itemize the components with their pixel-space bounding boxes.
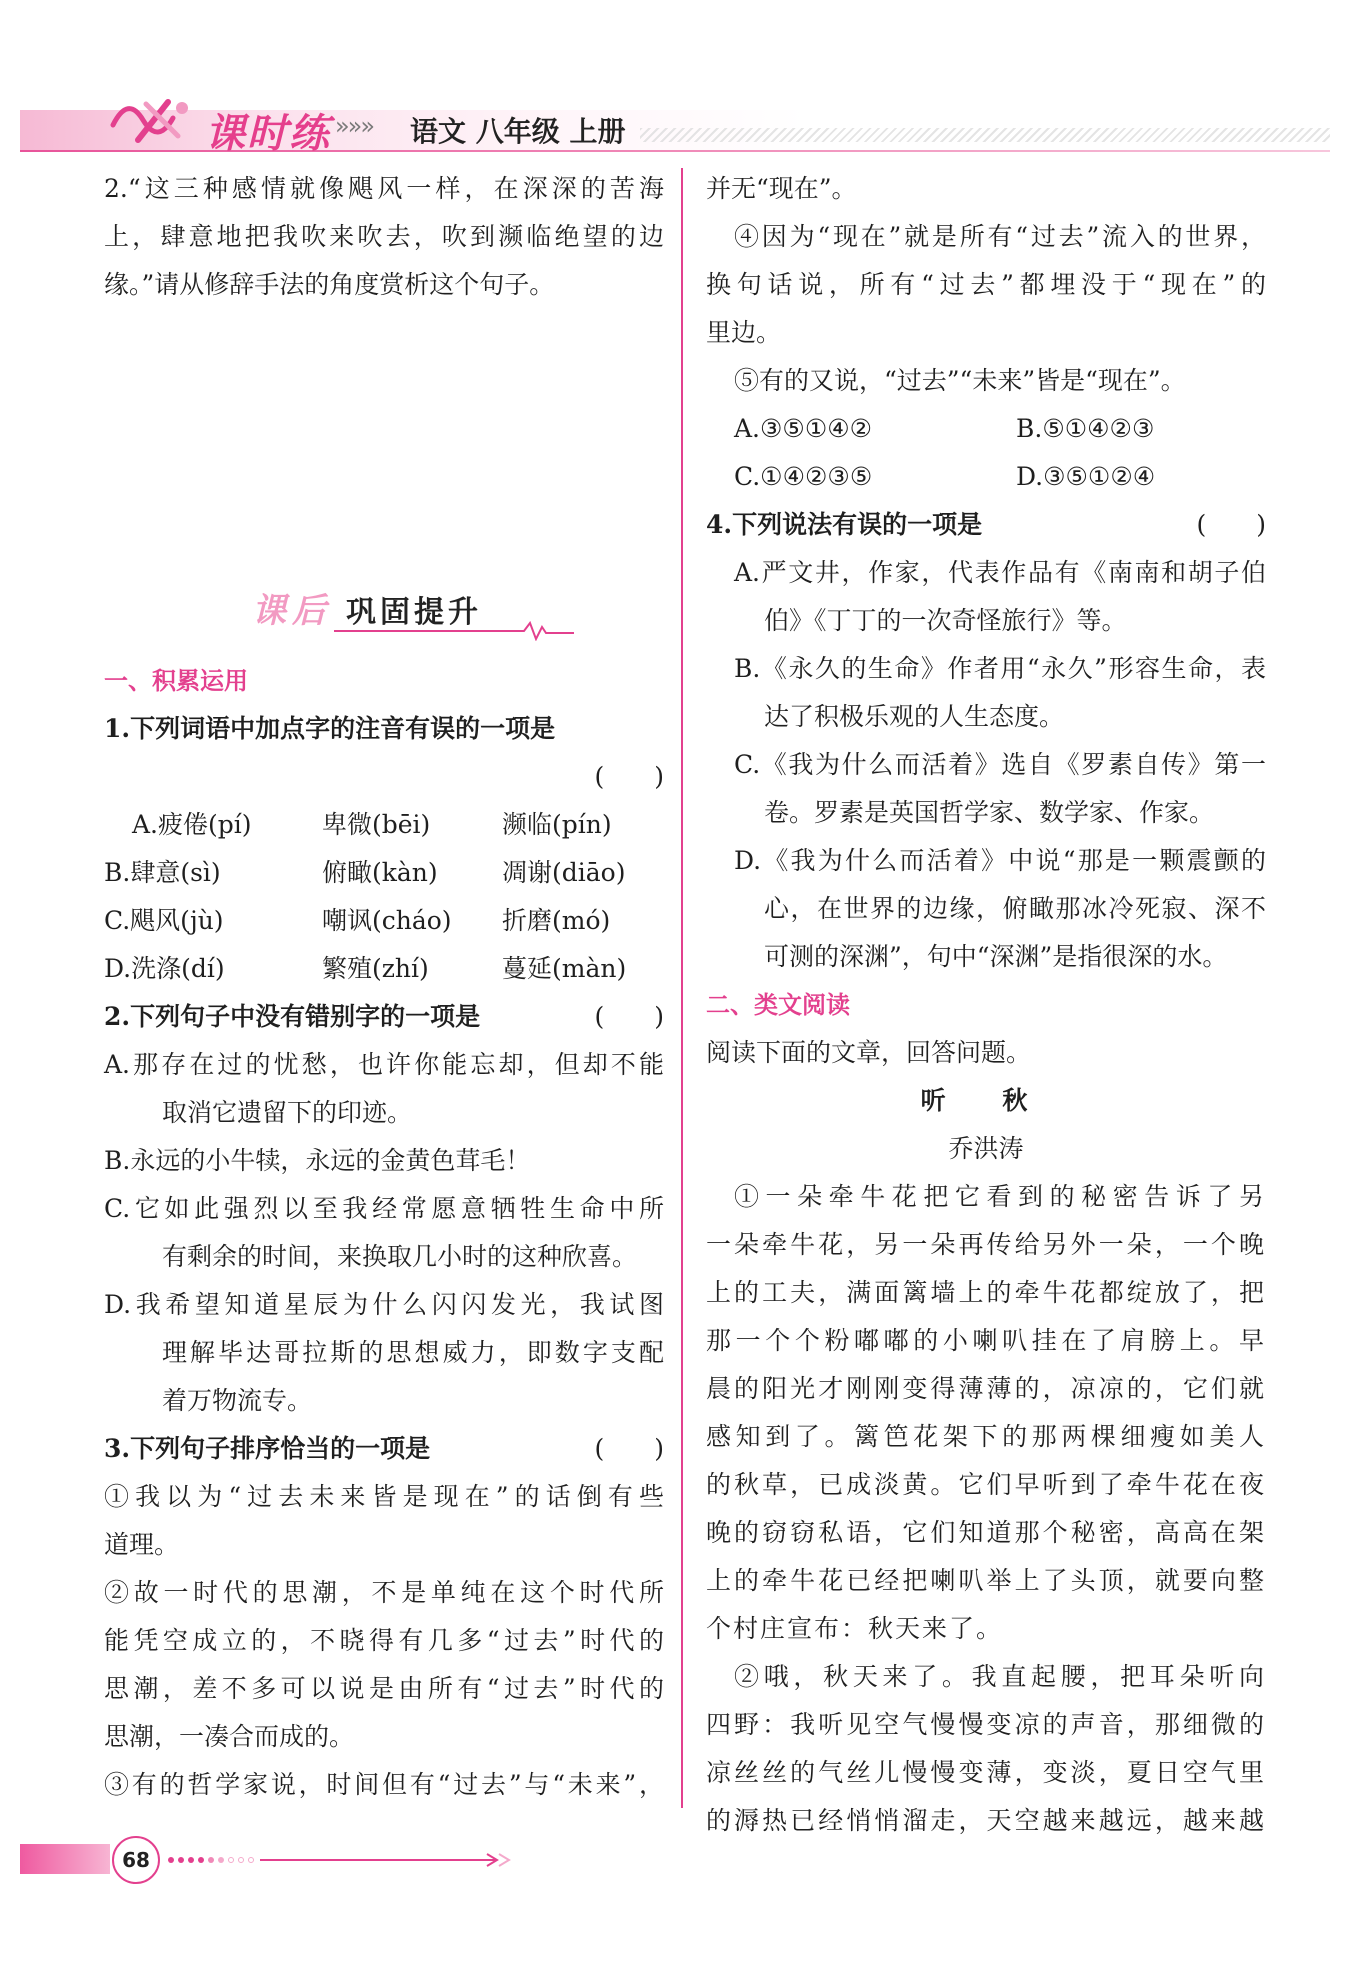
item-line: ③有的哲学家说，时间但有“过去”与“未来”， — [104, 1770, 664, 1799]
left-column — [104, 165, 664, 1809]
option-c3: 折磨(mó) — [502, 906, 611, 935]
article-paragraph-1 — [706, 1173, 1266, 1653]
choice-a: A.③⑤①④② — [734, 414, 873, 443]
section-heading: 一、积累运用 — [104, 667, 248, 695]
question-stem — [706, 501, 1266, 549]
option-line: C.《我为什么而活着》选自《罗素自传》第一 — [734, 750, 1266, 779]
question-3-continued — [706, 165, 1266, 501]
question-stem — [104, 705, 664, 753]
choice-row — [706, 453, 1266, 501]
option-line: 取消它遗留下的印迹。 — [162, 1098, 413, 1127]
option-b2: 俯瞰(kàn) — [322, 858, 438, 887]
banner-label-pink: 课后 — [252, 591, 332, 631]
answer-paren: ( ) — [594, 1002, 664, 1031]
text-line: 上，肆意地把我吹来吹去，吹到濒临绝望的边 — [104, 222, 664, 251]
option-line: 可测的深渊”，句中“深渊”是指很深的水。 — [764, 942, 1228, 971]
passage-line: 个村庄宣布：秋天来了。 — [706, 1614, 1004, 1643]
column-divider — [681, 168, 683, 1808]
option-d2: 繁殖(zhí) — [322, 954, 429, 983]
option-line: C.它如此强烈以至我经常愿意牺牲生命中所 — [104, 1194, 664, 1223]
reading-intro: 阅读下面的文章，回答问题。 — [706, 1038, 1032, 1067]
item-line: 换句话说，所有“过去”都埋没于“现在”的 — [706, 270, 1266, 299]
option-line: 心，在世界的边缘，俯瞰那冰冷死寂、深不 — [764, 894, 1266, 923]
passage-line: ①一朵牵牛花把它看到的秘密告诉了另 — [734, 1182, 1266, 1211]
passage-line: ②哦，秋天来了。我直起腰，把耳朵听向 — [734, 1662, 1266, 1691]
option-a1: A.疲倦(pí) — [132, 810, 252, 839]
heartbeat-line-icon — [334, 621, 574, 641]
page-header — [0, 0, 1350, 160]
passage-line: 凉丝丝的气丝儿慢慢变薄，变淡，夏日空气里 — [706, 1758, 1266, 1787]
footer-bar — [20, 1844, 110, 1874]
choice-row — [706, 405, 1266, 453]
option-c2: 嘲讽(cháo) — [322, 906, 452, 935]
option-line: B.永远的小牛犊，永远的金黄色茸毛！ — [104, 1146, 531, 1175]
option-line: 理解毕达哥拉斯的思想威力，即数字支配 — [162, 1338, 664, 1367]
option-row — [104, 945, 664, 993]
right-column — [706, 165, 1266, 1845]
answer-paren: ( ) — [1196, 510, 1266, 539]
item-line: ①我以为“过去未来皆是现在”的话倒有些 — [104, 1482, 664, 1511]
text-line: 2.“这三种感情就像飓风一样，在深深的苦海 — [104, 174, 664, 203]
option-b1: B.肆意(sì) — [104, 858, 221, 887]
passage-line: 感知到了。篱笆花架下的那两棵细瘦如美人 — [706, 1422, 1266, 1451]
stem-text: 4.下列说法有误的一项是 — [706, 510, 983, 539]
passage-line: 一朵牵牛花，另一朵再传给另外一朵，一个晚 — [706, 1230, 1266, 1259]
page-number: 68 — [112, 1836, 160, 1884]
answer-space — [104, 309, 664, 565]
item-line: 思潮，一凑合而成的。 — [104, 1722, 355, 1751]
option-line: 着万物流专。 — [162, 1386, 313, 1415]
banner-label-dark: 巩固提升 — [346, 595, 482, 630]
option-line: 卷。罗素是英国哲学家、数学家、作家。 — [764, 798, 1215, 827]
choice-c: C.①④②③⑤ — [734, 462, 873, 491]
passage-line: 的溽热已经悄悄溜走，天空越来越远，越来越 — [706, 1806, 1266, 1835]
question-stem — [104, 1425, 664, 1473]
option-a2: 卑微(bēi) — [322, 810, 431, 839]
option-line: D.我希望知道星辰为什么闪闪发光，我试图 — [104, 1290, 664, 1319]
option-line: 有剩余的时间，来换取几小时的这种欣喜。 — [162, 1242, 638, 1271]
item-line: 思潮，差不多可以说是由所有“过去”时代的 — [104, 1674, 664, 1703]
option-row — [104, 801, 664, 849]
option-line: A.那存在过的忧愁，也许你能忘却，但却不能 — [104, 1050, 664, 1079]
footer-arrow-icon — [165, 1850, 525, 1870]
question-2 — [104, 993, 664, 1425]
option-d3: 蔓延(màn) — [502, 954, 627, 983]
header-stripes — [640, 128, 1330, 142]
brand-logo-icon — [108, 90, 208, 150]
question-2-top — [104, 165, 664, 309]
choice-b: B.⑤①④②③ — [1016, 414, 1155, 443]
option-line: 伯》《丁丁的一次奇怪旅行》等。 — [764, 606, 1127, 635]
option-line: 达了积极乐观的人生态度。 — [764, 702, 1065, 731]
question-stem — [104, 993, 664, 1041]
answer-paren: ( ) — [594, 1434, 664, 1463]
item-line: 能凭空成立的，不晓得有几多“过去”时代的 — [104, 1626, 664, 1655]
stem-text: 2.下列句子中没有错别字的一项是 — [104, 1002, 481, 1031]
chevron-right-icon: »»» — [335, 112, 374, 140]
option-line: B.《永久的生命》作者用“永久”形容生命，表 — [734, 654, 1266, 683]
item-line: 里边。 — [706, 318, 782, 347]
item-line: 道理。 — [104, 1530, 180, 1559]
answer-paren: ( ) — [594, 762, 664, 791]
option-d1: D.洗涤(dí) — [104, 954, 225, 983]
passage-line: 晨的阳光才刚刚变得薄薄的，凉凉的，它们就 — [706, 1374, 1266, 1403]
item-line: ⑤有的又说，“过去”“未来”皆是“现在”。 — [734, 366, 1186, 395]
option-line: A.严文井，作家，代表作品有《南南和胡子伯 — [734, 558, 1266, 587]
page-footer — [0, 1830, 1350, 1890]
article-title: 听 秋 — [920, 1086, 1052, 1115]
option-row — [104, 897, 664, 945]
passage-line: 晚的窃窃私语，它们知道那个秘密，高高在架 — [706, 1518, 1266, 1547]
question-4 — [706, 501, 1266, 981]
subject-label: 语文 八年级 上册 — [410, 115, 626, 148]
option-row — [104, 849, 664, 897]
question-1 — [104, 705, 664, 993]
brand-title: 课时练 — [205, 111, 331, 157]
item-line: ②故一时代的思潮，不是单纯在这个时代所 — [104, 1578, 664, 1607]
article-author: 乔洪涛 — [948, 1134, 1024, 1163]
stem-text: 1.下列词语中加点字的注音有误的一项是 — [104, 714, 556, 743]
question-3 — [104, 1425, 664, 1809]
article-paragraph-2 — [706, 1653, 1266, 1845]
passage-line: 的秋草，已成淡黄。它们早听到了牵牛花在夜 — [706, 1470, 1266, 1499]
option-c1: C.飓风(jù) — [104, 906, 224, 935]
section-heading: 二、类文阅读 — [706, 991, 850, 1019]
passage-line: 上的牵牛花已经把喇叭举上了头顶，就要向整 — [706, 1566, 1266, 1595]
text-line: 缘。”请从修辞手法的角度赏析这个句子。 — [104, 270, 555, 299]
stem-text: 3.下列句子排序恰当的一项是 — [104, 1434, 431, 1463]
option-a3: 濒临(pín) — [502, 810, 612, 839]
item-line: ④因为“现在”就是所有“过去”流入的世界， — [734, 222, 1266, 251]
option-b3: 凋谢(diāo) — [502, 858, 626, 887]
passage-line: 四野：我听见空气慢慢变凉的声音，那细微的 — [706, 1710, 1266, 1739]
section-banner — [244, 565, 664, 657]
passage-line: 上的工夫，满面篱墙上的牵牛花都绽放了，把 — [706, 1278, 1266, 1307]
choice-d: D.③⑤①②④ — [1016, 462, 1156, 491]
item-line: 并无“现在”。 — [706, 174, 857, 203]
passage-line: 那一个个粉嘟嘟的小喇叭挂在了肩膀上。早 — [706, 1326, 1266, 1355]
option-line: D.《我为什么而活着》中说“那是一颗震颤的 — [734, 846, 1266, 875]
